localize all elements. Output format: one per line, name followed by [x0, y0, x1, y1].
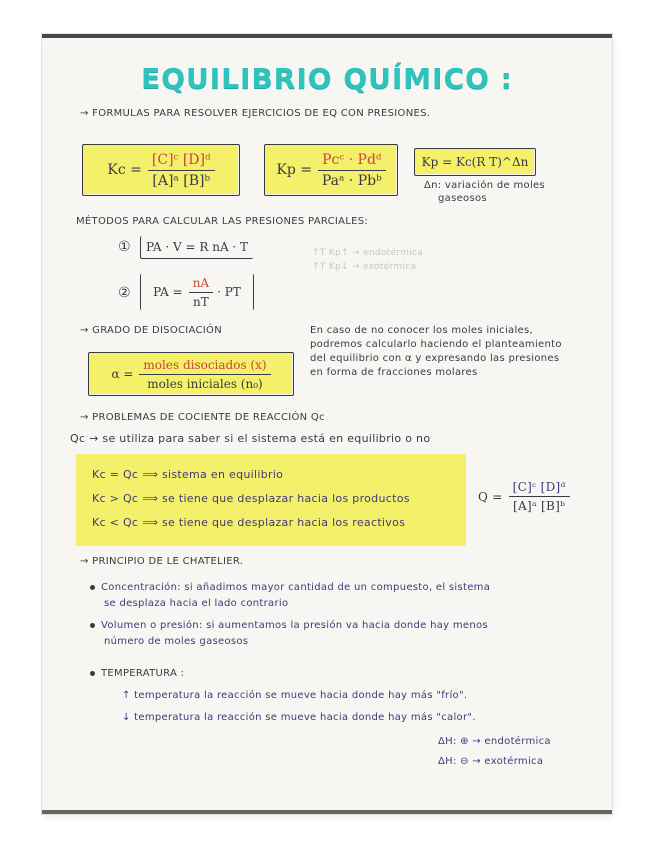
dissociation-note-3: del equilibrio con α y expresando las presiones — [310, 353, 560, 364]
kp-formula-box — [264, 144, 398, 196]
kp-numerator: Pcᶜ · Pdᵈ — [318, 152, 385, 171]
page-bottom-edge — [42, 810, 612, 814]
bullet-icon — [90, 671, 95, 676]
temperature-down-line: ↓ temperatura la reacción se mueve hacia donde hay más "calor". — [122, 712, 476, 723]
quotient-denominator: [A]ᵃ [B]ᵇ — [513, 499, 566, 513]
kp-lhs: Kp = — [276, 162, 313, 178]
alpha-denominator: moles iniciales (n₀) — [147, 376, 263, 391]
quotient-case-less: Kc < Qc ⟹ se tiene que desplazar hacia los reactivos — [92, 516, 406, 529]
quotient-case-equal: Kc = Qc ⟹ sistema en equilibrio — [92, 468, 284, 481]
method-2-denominator: nT — [193, 294, 209, 309]
quotient-heading: → PROBLEMAS DE COCIENTE DE REACCIÓN Qc — [80, 412, 325, 423]
kp-kc-relation: Kp = Kc(R T)^Δn — [421, 155, 529, 169]
method-1-formula — [140, 236, 253, 259]
dissociation-note-2: podremos calcularlo haciendo el planteamiento — [310, 339, 562, 350]
dissociation-heading: → GRADO DE DISOCIACIÓN — [80, 325, 222, 336]
kp-denominator: Paᵃ · Pbᵇ — [321, 172, 382, 189]
kc-fraction — [148, 152, 215, 189]
quotient-fraction — [509, 480, 570, 513]
method-1-formula-text: PA · V = R nA · T — [145, 240, 249, 254]
alpha-formula-box — [88, 352, 294, 396]
volume-text-1: Volumen o presión: si aumentamos la presión va hacia donde hay menos — [101, 620, 488, 631]
chatelier-heading: → PRINCIPIO DE LE CHATELIER. — [80, 556, 244, 567]
page-top-edge — [42, 34, 612, 38]
faint-note-1: ↑T Kp↑ → endotérmica — [312, 248, 424, 258]
kc-denominator: [A]ᵃ [B]ᵇ — [152, 172, 211, 189]
page-title: EQUILIBRIO QUÍMICO : — [141, 62, 513, 95]
kc-formula-box — [82, 144, 240, 196]
quotient-case-greater: Kc > Qc ⟹ se tiene que desplazar hacia los productos — [92, 492, 410, 505]
method-2-lhs: PA = — [153, 285, 183, 299]
method-2-numerator: nA — [189, 276, 213, 293]
volume-line-2: número de moles gaseosos — [104, 636, 249, 647]
quotient-lhs: Q = — [478, 489, 503, 504]
alpha-fraction — [139, 358, 270, 391]
bullet-icon — [90, 585, 95, 590]
alpha-lhs: α = — [111, 367, 134, 381]
temperature-heading-text: TEMPERATURA : — [101, 668, 185, 679]
dissociation-note-4: en forma de fracciones molares — [310, 367, 478, 378]
faint-note-2: ↑T Kp↓ → exotérmica — [312, 262, 417, 272]
bullet-icon — [90, 623, 95, 628]
method-2-rhs: · PT — [217, 285, 241, 299]
kp-kc-relation-box — [414, 148, 536, 176]
delta-n-note-2: gaseosos — [438, 193, 487, 204]
delta-h-positive: ΔH: ⊕ → endotérmica — [438, 736, 551, 747]
intro-line: → FORMULAS PARA RESOLVER EJERCICIOS DE EQ CON PRESIONES. — [80, 108, 431, 119]
partial-pressures-heading: MÉTODOS PARA CALCULAR LAS PRESIONES PARCIALES: — [76, 216, 369, 227]
notebook-page — [42, 34, 612, 814]
volume-line-1 — [90, 620, 488, 631]
concentration-line-2: se desplaza hacia el lado contrario — [104, 598, 289, 609]
method-1-number: ① — [118, 239, 131, 255]
method-2-formula — [140, 274, 254, 310]
delta-h-negative: ΔH: ⊖ → exotérmica — [438, 756, 544, 767]
quotient-formula — [478, 480, 570, 513]
temperature-heading — [90, 668, 184, 679]
dissociation-note-1: En caso de no conocer los moles iniciales, — [310, 325, 533, 336]
method-2-number: ② — [118, 285, 131, 301]
quotient-description: Qc → se utiliza para saber si el sistema está en equilibrio o no — [70, 432, 431, 445]
kp-fraction — [318, 152, 385, 189]
concentration-text-1: Concentración: si añadimos mayor cantidad de un compuesto, el sistema — [101, 582, 491, 593]
method-2-fraction — [189, 276, 213, 309]
temperature-up-line: ↑ temperatura la reacción se mueve hacia donde hay más "frío". — [122, 690, 468, 701]
alpha-numerator: moles disociados (x) — [139, 358, 270, 375]
quotient-numerator: [C]ᶜ [D]ᵈ — [509, 480, 570, 497]
concentration-line-1 — [90, 582, 490, 593]
delta-n-note: Δn: variación de moles — [424, 180, 545, 191]
kc-lhs: Kc = — [107, 162, 142, 178]
kc-numerator: [C]ᶜ [D]ᵈ — [148, 152, 215, 171]
